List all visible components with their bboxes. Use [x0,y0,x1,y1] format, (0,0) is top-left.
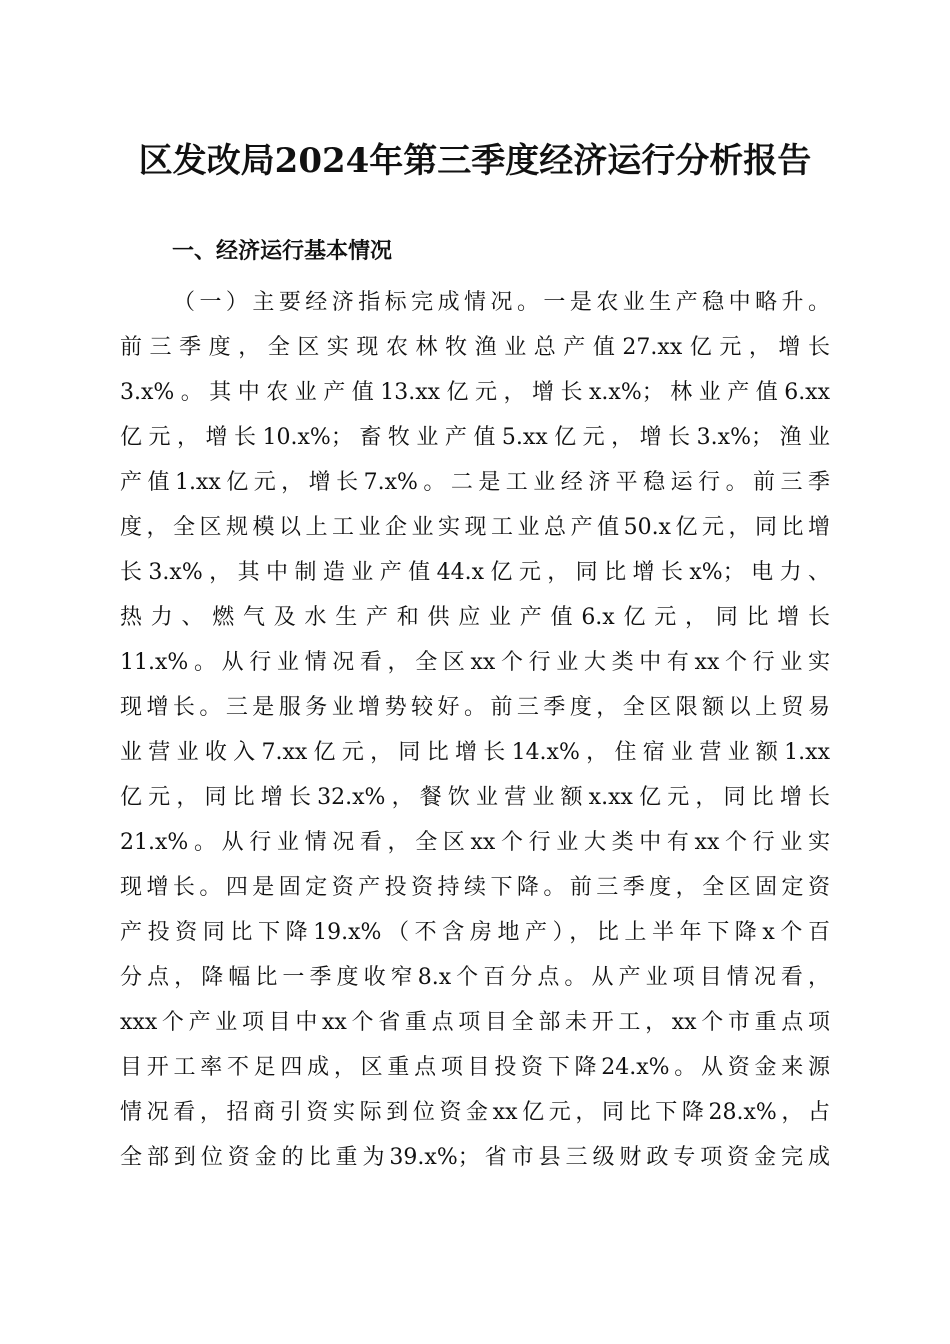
paragraph-line: 度，全区规模以上工业企业实现工业总产值50.x亿元，同比增 [120,515,830,540]
paragraph-line: 21.x%。从行业情况看，全区xx个行业大类中有xx个行业实 [120,830,830,855]
paragraph-line: 业营业收入7.xx亿元，同比增长14.x%，住宿业营业额1.xx [120,740,830,765]
document-title: 区发改局2024年第三季度经济运行分析报告 [138,141,812,181]
paragraph-line: 产值1.xx亿元，增长7.x%。二是工业经济平稳运行。前三季 [120,470,830,495]
paragraph-line: 前三季度，全区实现农林牧渔业总产值27.xx亿元，增长 [120,335,830,360]
paragraph-line: 现增长。四是固定资产投资持续下降。前三季度，全区固定资 [120,875,830,900]
paragraph-line: 亿元，同比增长32.x%，餐饮业营业额x.xx亿元，同比增长 [120,785,830,810]
paragraph-line: 全部到位资金的比重为39.x%；省市县三级财政专项资金完成 [120,1145,830,1170]
paragraph-line: 产投资同比下降19.x%（不含房地产），比上半年下降x个百 [120,920,830,945]
paragraph-line: 11.x%。从行业情况看，全区xx个行业大类中有xx个行业实 [120,650,830,675]
paragraph-line: （一）主要经济指标完成情况。一是农业生产稳中略升。 [173,290,830,315]
paragraph-line: 3.x%。其中农业产值13.xx亿元，增长x.x%；林业产值6.xx [120,380,830,405]
paragraph-line: 长3.x%，其中制造业产值44.x亿元，同比增长x%；电力、 [120,560,830,585]
paragraph-line: 热力、燃气及水生产和供应业产值6.x亿元，同比增长 [120,605,830,630]
paragraph-line: 分点，降幅比一季度收窄8.x个百分点。从产业项目情况看， [120,965,830,990]
paragraph-line: 现增长。三是服务业增势较好。前三季度，全区限额以上贸易 [120,695,830,720]
paragraph-line: 亿元，增长10.x%；畜牧业产值5.xx亿元，增长3.x%；渔业 [120,425,830,450]
paragraph-line: xxx个产业项目中xx个省重点项目全部未开工，xx个市重点项 [120,1010,830,1035]
paragraph-line: 目开工率不足四成，区重点项目投资下降24.x%。从资金来源 [120,1055,830,1080]
paragraph-line: 情况看，招商引资实际到位资金xx亿元，同比下降28.x%，占 [120,1100,830,1125]
body-paragraph [120,280,830,1180]
section-heading: 一、经济运行基本情况 [172,239,393,264]
